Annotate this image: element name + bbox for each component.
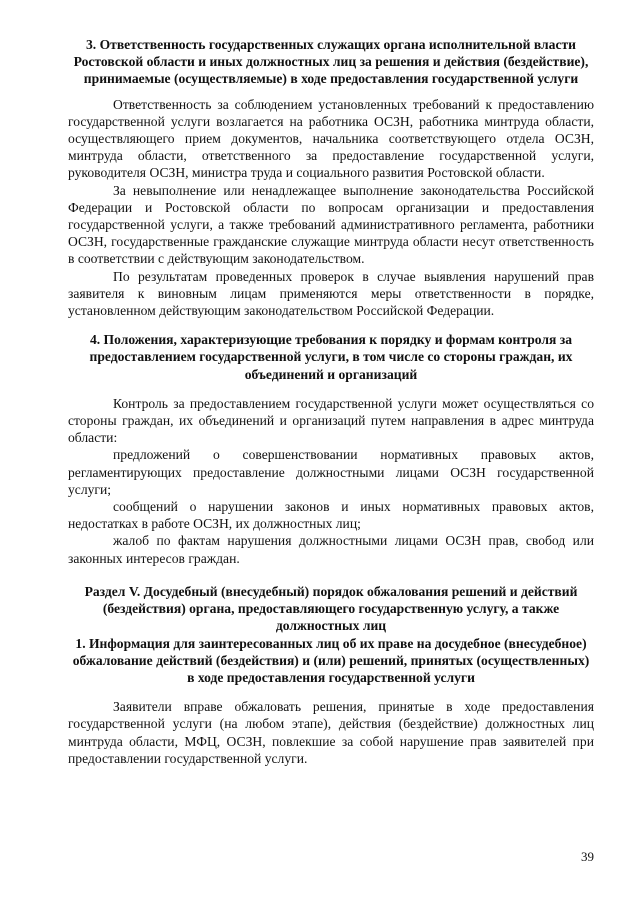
section-3-heading: 3. Ответственность государственных служащих органа исполнительной власти Ростовской области и иных должностных лиц за решения и действия (бездействие), принимаемые (осуществляемые) в ходе предоставления государственной услуги <box>73 37 589 87</box>
section-3-paragraph-3: По результатам проведенных проверок в случае выявления нарушений прав заявителя к виновным лицам применяются меры ответственности в порядке, установленном действующим законодательством Российской Федерации. <box>68 268 594 319</box>
document-page <box>68 36 594 767</box>
section-4-paragraph-4: жалоб по фактам нарушения должностными лицами ОСЗН прав, свобод или законных интересов граждан. <box>68 533 594 566</box>
section-3-paragraph-2: За невыполнение или ненадлежащее выполнение законодательства Российской Федерации и Ростовской области по вопросам организации и предоставления государственной услуги, а также требований административного регламента, работники ОСЗН, государственные гражданские служащие минтруда области несут ответственность в соответствии с действующим законодательством. <box>68 182 594 267</box>
page-number: 39 <box>581 849 594 864</box>
section-4-paragraph-1: Контроль за предоставлением государственной услуги может осуществляться со стороны граждан, их объединений и организаций путем направления в адрес минтруда области: <box>68 395 594 446</box>
section-4-paragraph-3: сообщений о нарушении законов и иных нормативных правовых актов, недостатках в работе ОСЗН, их должностных лиц; <box>68 499 594 532</box>
section-4-paragraph-2: предложений о совершенствовании нормативных правовых актов, регламентирующих предоставление должностными лицами ОСЗН государственной услуги; <box>68 447 594 497</box>
section-4-heading: 4. Положения, характеризующие требования к порядку и формам контроля за предоставлением государственной услуги, в том числе со стороны граждан, их объединений и организаций <box>89 332 573 382</box>
section-5-heading: Раздел V. Досудебный (внесудебный) порядок обжалования решений и действий (бездействия) органа, предоставляющего государственную услугу, а также должностных лиц <box>84 583 578 634</box>
section-3-paragraph-1: Ответственность за соблюдением установленных требований к предоставлению государственной услуги возлагается на работника ОСЗН, работника минтруда области, осуществляющего прием документов, начальника соответствующего отдела ОСЗН, минтруда области, ответственного за предоставление государственной услуги, руководителя ОСЗН, министра труда и социального развития Ростовской области. <box>68 96 594 181</box>
section-5-paragraph-1: Заявители вправе обжаловать решения, принятые в ходе предоставления государственной услуги (на любом этапе), действия (бездействие) должностных лиц минтруда области, МФЦ, ОСЗН, повлекшие за собой нарушение прав заявителей при предоставлении государственной услуги. <box>68 699 594 766</box>
section-5-subheading: 1. Информация для заинтересованных лиц об их праве на досудебное (внесудебное) обжалование действий (бездействия) и (или) решений, принятых (осуществленных) в ходе предоставления государственной услуги <box>72 635 590 685</box>
